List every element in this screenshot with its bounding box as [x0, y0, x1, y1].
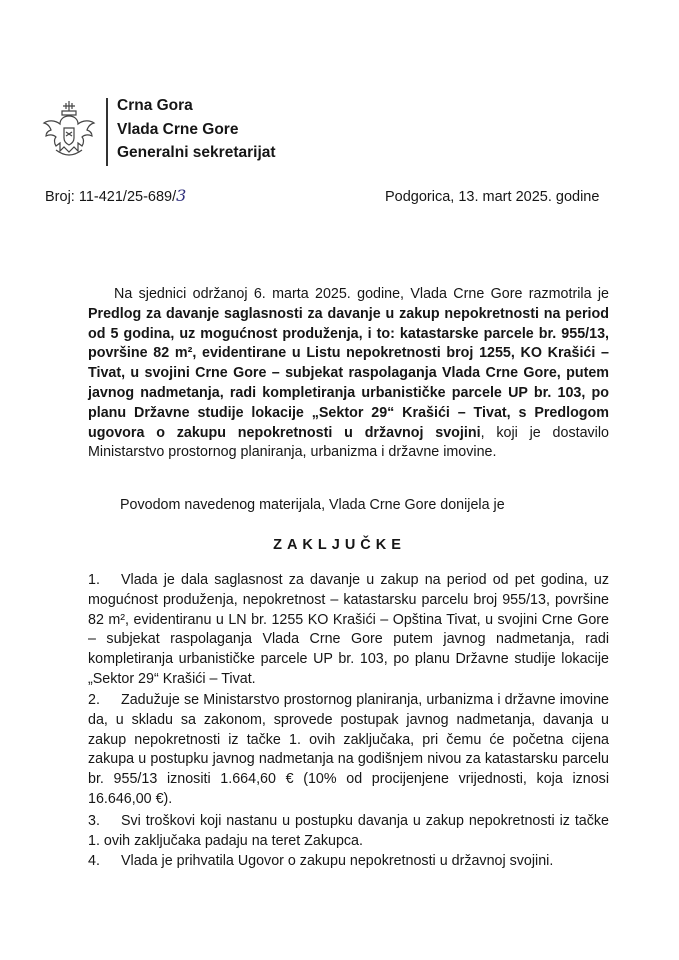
conclusion-number: 1. — [88, 572, 100, 588]
conclusion-text: Zadužuje se Ministarstvo prostornog planiranja, urbanizma i državne imovine da, u skladu sa zakonom, sprovede postupak javnog nadmetanja, davanja u zakup nepokretnosti iz tačke 1. ovih zaključaka, pri čemu će početna cijena zakupa u postupku javnog nadmetanja na godišnjem nivou za katastarsku parcelu br. 955/13 iznositi 1.664,60 € (10% od procijenjene vrijednosti, koja iznosi 16.646,00 €). — [88, 692, 609, 807]
reference-number — [45, 186, 186, 205]
department-name: Generalni sekretarijat — [117, 144, 276, 161]
coat-of-arms-icon — [42, 100, 96, 160]
conclusion-number: 2. — [88, 692, 100, 708]
issuer-block — [117, 94, 276, 165]
country-name: Crna Gora — [117, 97, 193, 114]
conclusion-item — [88, 852, 609, 872]
handwritten-suffix: 3 — [176, 186, 187, 205]
place-and-date: Podgorica, 13. mart 2025. godine — [385, 189, 600, 205]
intro-bold-subject: Predlog za davanje saglasnosti za davanje u zakup nepokretnosti na period od 5 godina, uz mogućnost produženja, i to: katastarske parcele br. 955/13, površine 82 m², evidentirane u Listu nepokretnosti broj 1255, KO Krašići – Tivat, u svojini Crne Gore – subjekat raspolaganja Vlada Crne Gore, putem javnog nadmetanja, radi kompletiranja urbanističke parcele UP br. 103, po planu Državne studije lokacije „Sektor 29“ Krašići – Tivat, s Predlogom ugovora o zakupu nepokretnosti u državnoj svojini — [88, 305, 609, 441]
conclusion-number: 4. — [88, 853, 100, 869]
conclusions-heading: ZAKLJUČKE — [273, 537, 406, 553]
government-name: Vlada Crne Gore — [117, 120, 239, 138]
intro-paragraph — [88, 285, 609, 463]
conclusion-text: Svi troškovi koji nastanu u postupku davanja u zakup nepokretnosti iz tačke 1. ovih zaključaka padaju na teret Zakupca. — [88, 813, 609, 849]
followup-paragraph: Povodom navedenog materijala, Vlada Crne Gore donijela je — [120, 497, 505, 513]
reference-number-text: Broj: 11-421/25-689/ — [45, 189, 177, 205]
conclusion-text: Vlada je prihvatila Ugovor o zakupu nepokretnosti u državnoj svojini. — [121, 853, 554, 869]
intro-tail: , koji je dostavilo Ministarstvo prostornog planiranja, urbanizma i državne imovine. — [88, 424, 609, 461]
header-divider — [106, 98, 108, 166]
conclusion-item — [88, 812, 609, 852]
conclusion-number: 3. — [88, 813, 100, 829]
conclusion-item — [88, 691, 609, 810]
conclusion-item — [88, 571, 609, 690]
intro-lead: Na sjednici održanoj 6. marta 2025. godine, Vlada Crne Gore razmotrila je — [114, 286, 609, 302]
conclusion-text: Vlada je dala saglasnost za davanje u zakup na period od pet godina, uz mogućnost produženja, nepokretnost – katastarsku parcelu broj 955/13, površine 82 m², evidentiranu u LN br. 1255 KO Krašići – Opština Tivat, u svojini Crne Gore – subjekat raspolaganja Vlada Crne Gore putem javnog nadmetanja, radi kompletiranja urbanističke parcele UP br. 103, po planu Državne studije lokacije „Sektor 29“ Krašići – Tivat. — [88, 572, 609, 687]
